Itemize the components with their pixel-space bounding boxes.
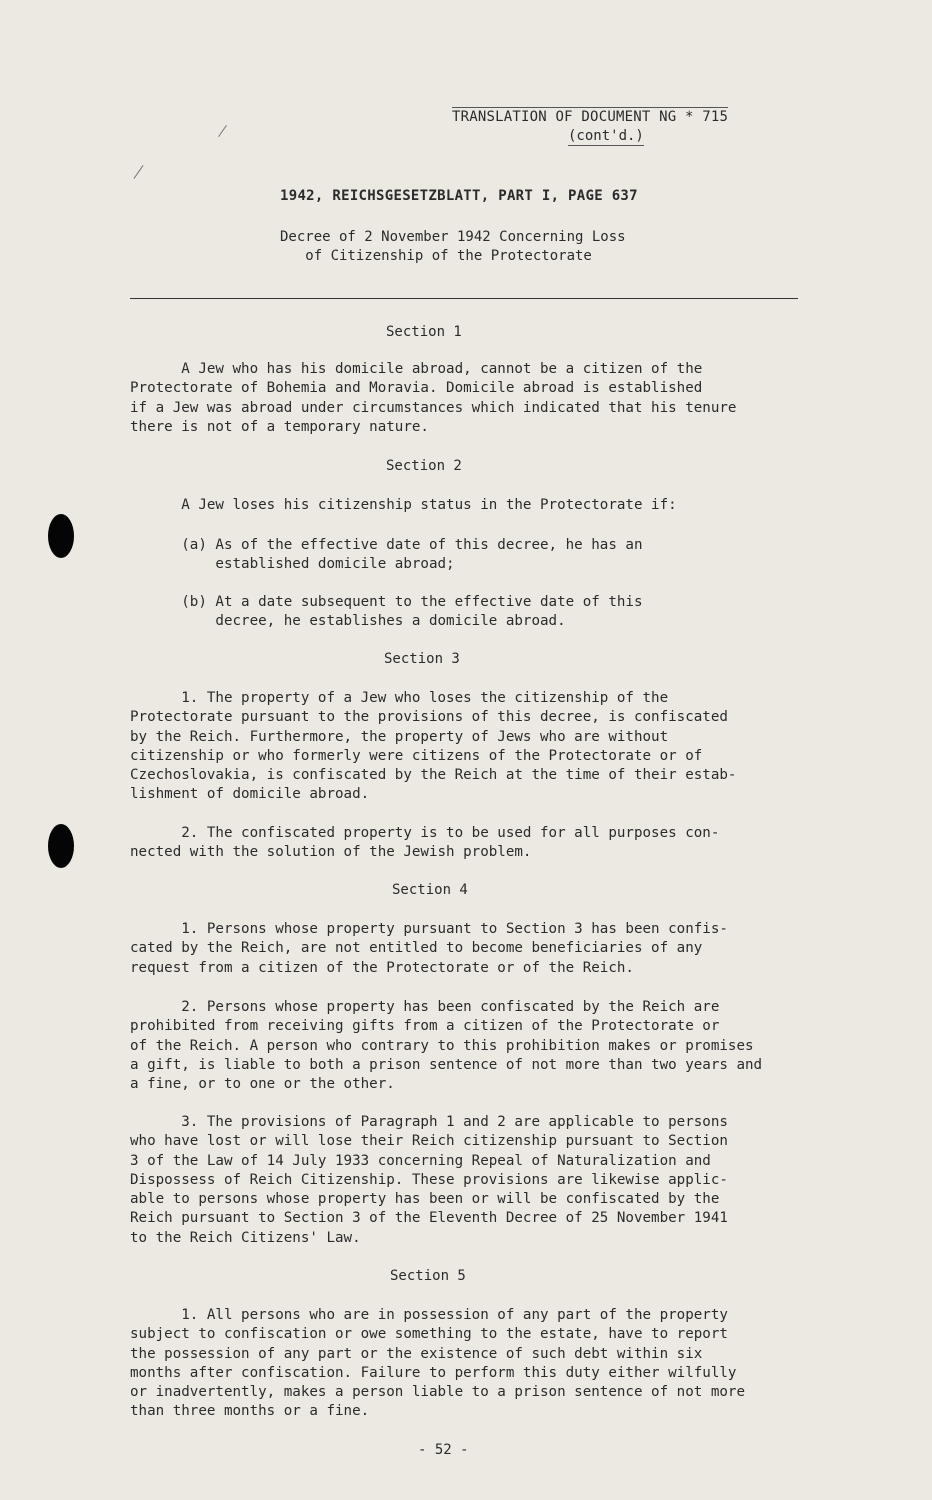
page-title: 1942, REICHSGESETZBLATT, PART I, PAGE 637: [280, 188, 638, 204]
section-1-paragraph: A Jew who has his domicile abroad, cannot be a citizen of the Protectorate of Bohemia and Moravia. Domicile abroad is established if a Jew was abroad under circumstances which indicated that his tenure there is not of a temporary nature.: [130, 361, 737, 435]
document-reference-line2: (cont'd.): [568, 128, 644, 144]
document-reference-line1: TRANSLATION OF DOCUMENT NG * 715: [452, 109, 729, 125]
section-2-item-b: (b) At a date subsequent to the effective date of this decree, he establishes a domicile abroad.: [181, 594, 643, 630]
section-3-paragraph-2: 2. The confiscated property is to be used for all purposes con- nected with the solution of the Jewish problem.: [130, 825, 720, 861]
divider: [130, 298, 798, 299]
page-number: - 52 -: [418, 1442, 469, 1458]
section-4-paragraph-3: 3. The provisions of Paragraph 1 and 2 are applicable to persons who have lost or will lose their Reich citizenship pursuant to Section 3 of the Law of 14 July 1933 concerning Repeal of Naturalization and Dispossess of Reich Citizenship. These provisions are likewise applic- able to persons whose property has been or will be confiscated by the Reich pursuant to Section 3 of the Eleventh Decree of 25 November 1941 to the Reich Citizens' Law.: [130, 1114, 728, 1246]
section-2-heading: Section 2: [386, 458, 462, 474]
section-4-heading: Section 4: [392, 882, 468, 898]
section-4-paragraph-2: 2. Persons whose property has been confiscated by the Reich are prohibited from receiving gifts from a citizen of the Protectorate or of the Reich. A person who contrary to this prohibition makes or promises a gift, is liable to both a prison sentence of not more than two years and a fine, or to one or the other.: [130, 999, 763, 1093]
decree-subtitle: Decree of 2 November 1942 Concerning Loss of Citizenship of the Protectorate: [280, 229, 626, 264]
section-3-paragraph-1: 1. The property of a Jew who loses the citizenship of the Protectorate pursuant to the provisions of this decree, is confiscated by the Reich. Furthermore, the property of Jews who are without citizenship or who formerly were citizens of the Protectorate or of Czechoslovakia, is confiscated by the Reich at the time of their estab- lishment of domicile abroad.: [130, 690, 737, 803]
section-2-item-a: (a) As of the effective date of this decree, he has an established domicile abroad;: [181, 537, 643, 573]
section-2-paragraph: A Jew loses his citizenship status in the Protectorate if:: [130, 497, 677, 513]
punch-hole: [48, 514, 74, 558]
punch-hole: [48, 824, 74, 868]
document-reference: [452, 106, 772, 146]
section-5-heading: Section 5: [390, 1268, 466, 1284]
pencil-mark: [134, 165, 144, 179]
section-4-paragraph-1: 1. Persons whose property pursuant to Section 3 has been confis- cated by the Reich, are not entitled to become beneficiaries of any request from a citizen of the Protectorate or of the Reich.: [130, 921, 728, 976]
pencil-mark: [218, 125, 227, 137]
section-1-heading: Section 1: [386, 324, 462, 340]
section-3-heading: Section 3: [384, 651, 460, 667]
section-5-paragraph-1: 1. All persons who are in possession of any part of the property subject to confiscation or owe something to the estate, have to report the possession of any part or the existence of such debt within six months after confiscation. Failure to perform this duty either wilfully or inadvertently, makes a person liable to a prison sentence of not more than three months or a fine.: [130, 1307, 745, 1420]
